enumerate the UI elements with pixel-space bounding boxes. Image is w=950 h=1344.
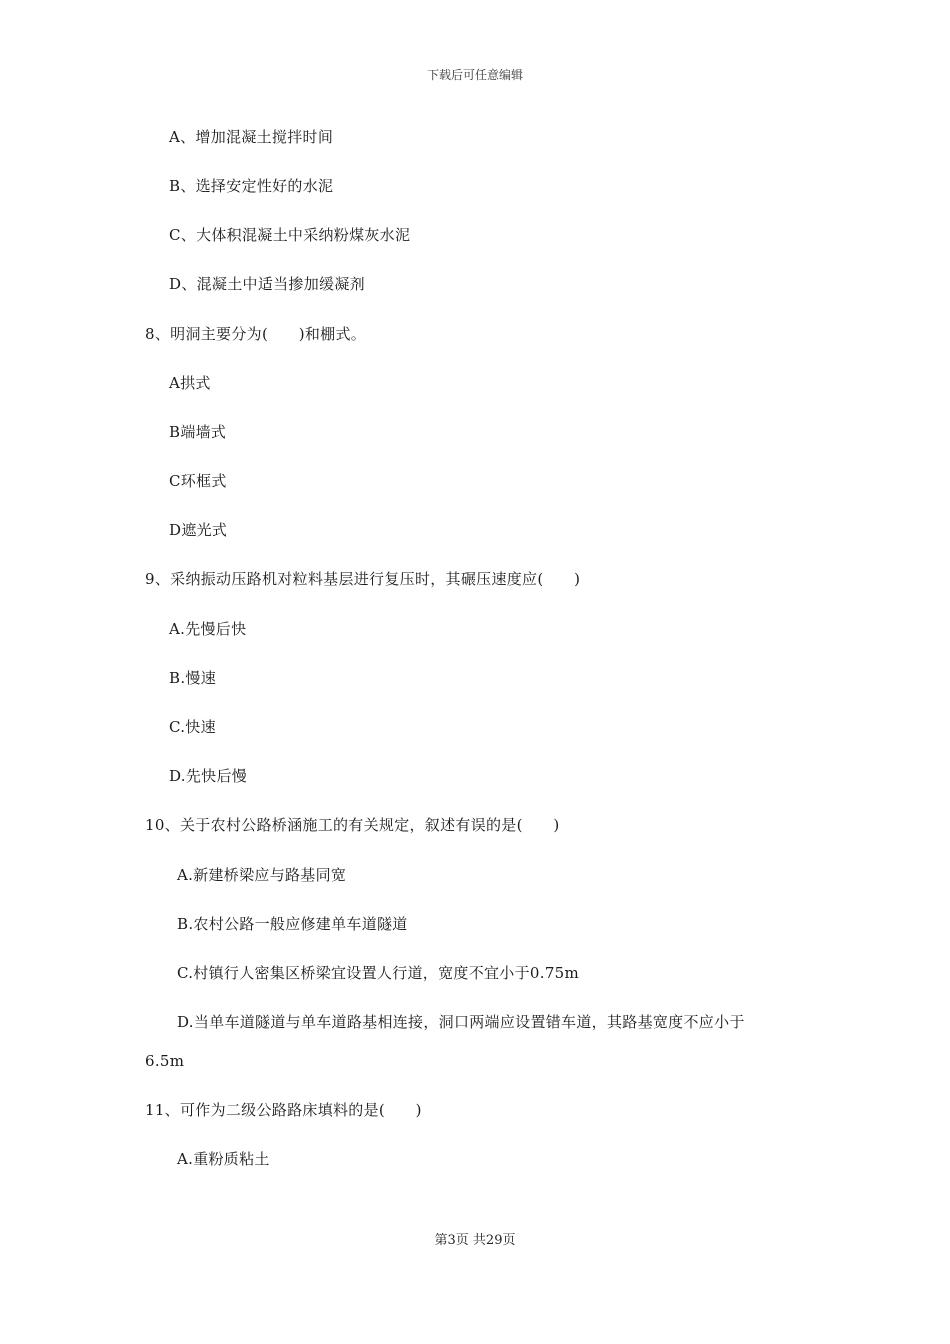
q10-option-a: A.新建桥梁应与路基同宽 [177,866,347,884]
q9-option-a: A.先慢后快 [169,620,247,638]
q10-option-b: B.农村公路一般应修建单车道隧道 [177,915,408,933]
page-footer: 第3页 共29页 [434,1233,516,1248]
q8-option-c: C环框式 [169,472,227,490]
q10-option-d-continued: 6.5m [145,1052,185,1070]
page-header: 下载后可任意编辑 [426,68,523,82]
question-8: 8、明洞主要分为( )和棚式。 [145,325,367,343]
q11-option-a: A.重粉质粘土 [177,1150,270,1168]
q8-option-d: D遮光式 [169,521,228,539]
q7-option-c: C、大体积混凝土中采纳粉煤灰水泥 [169,226,411,244]
question-11: 11、可作为二级公路路床填料的是( ) [145,1101,422,1119]
q10-option-c: C.村镇行人密集区桥梁宜设置人行道，宽度不宜小于0.75m [177,964,580,982]
q8-option-b: B端墙式 [169,423,227,441]
question-9: 9、采纳振动压路机对粒料基层进行复压时，其碾压速度应( ) [145,570,581,588]
q10-option-d: D.当单车道隧道与单车道路基相连接，洞口两端应设置错车道，其路基宽度不应小于 [177,1013,745,1031]
q9-option-c: C.快速 [169,718,216,736]
q9-option-b: B.慢速 [169,669,216,687]
q7-option-d: D、混凝土中适当掺加缓凝剂 [169,275,365,293]
q8-option-a: A拱式 [169,374,211,392]
q7-option-a: A、增加混凝土搅拌时间 [169,128,334,146]
question-10: 10、关于农村公路桥涵施工的有关规定，叙述有误的是( ) [145,816,560,834]
q7-option-b: B、选择安定性好的水泥 [169,177,334,195]
q9-option-d: D.先快后慢 [169,767,248,785]
